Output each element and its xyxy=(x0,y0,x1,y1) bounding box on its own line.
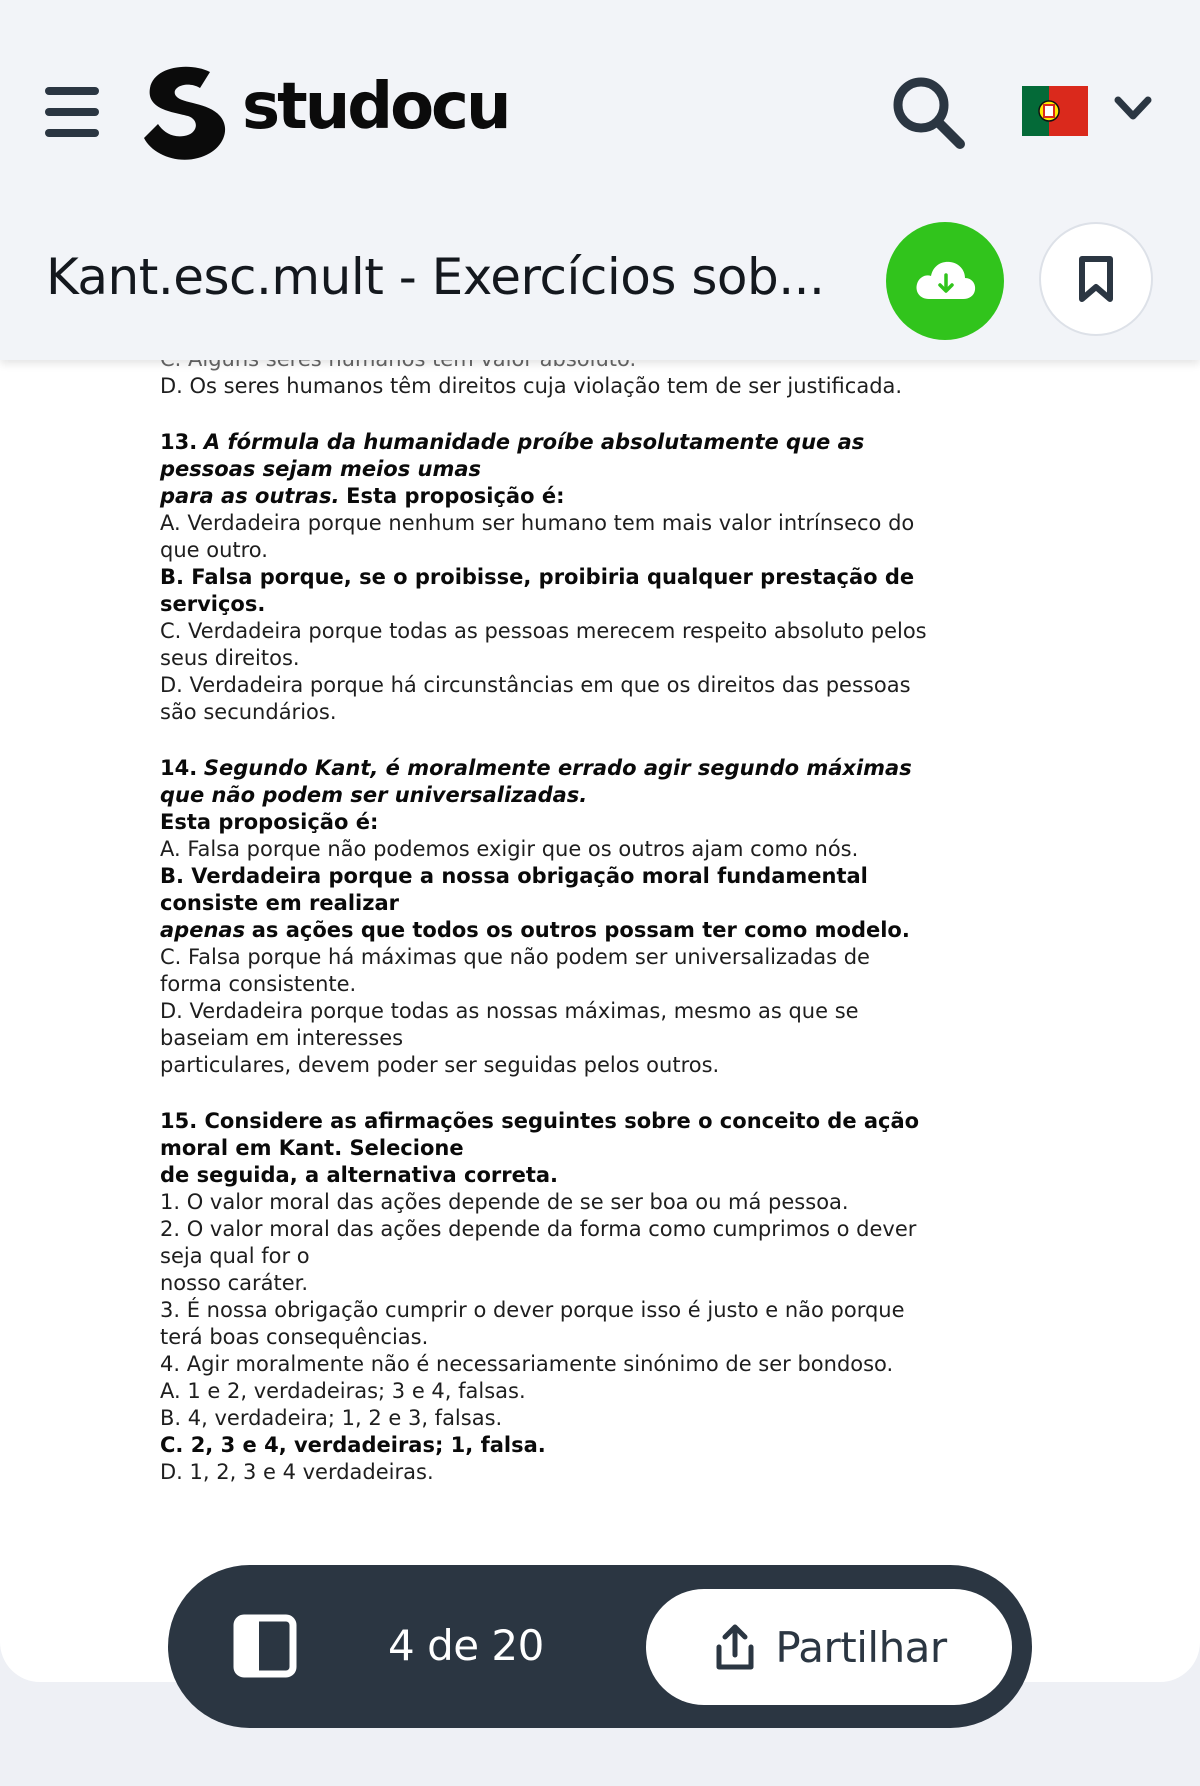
doc-line: D. Os seres humanos têm direitos cuja violação tem de ser justificada. xyxy=(160,374,903,398)
document-viewer[interactable] xyxy=(0,300,1200,1682)
question-13-line xyxy=(160,483,1040,510)
doc-gap xyxy=(160,726,1040,755)
answer-option: D. Verdadeira porque todas as nossas máximas, mesmo as que se xyxy=(160,999,859,1023)
brand-name: studocu xyxy=(242,70,509,144)
question-text: para as outras. xyxy=(160,484,340,508)
answer-option: C. Verdadeira porque todas as pessoas merecem respeito absoluto pelos xyxy=(160,619,927,643)
statement-line: 3. É nossa obrigação cumprir o dever porque isso é justo e não porque xyxy=(160,1298,905,1322)
statement-line: 1. O valor moral das ações depende de se ser boa ou má pessoa. xyxy=(160,1190,849,1214)
correct-answer-option: C. 2, 3 e 4, verdadeiras; 1, falsa. xyxy=(160,1433,546,1457)
answer-option: são secundários. xyxy=(160,700,337,724)
question-15-text: 15. Considere as afirmações seguintes sobre o conceito de ação xyxy=(160,1109,920,1133)
statement-line: 4. Agir moralmente não é necessariamente sinónimo de ser bondoso. xyxy=(160,1352,894,1376)
correct-answer-option xyxy=(160,917,1040,944)
share-upload-icon xyxy=(711,1621,759,1673)
answer-option: particulares, devem poder ser seguidas pelos outros. xyxy=(160,1053,720,1077)
answer-option: A. Verdadeira porque nenhum ser humano tem mais valor intrínseco do xyxy=(160,511,915,535)
search-icon[interactable] xyxy=(888,72,968,152)
chevron-down-icon[interactable] xyxy=(1112,92,1154,126)
download-button[interactable] xyxy=(886,222,1004,340)
top-header xyxy=(0,0,1200,360)
question-text: Segundo Kant, é moralmente errado agir segundo máximas xyxy=(203,756,912,780)
menu-bar xyxy=(45,87,99,95)
answer-text: as ações que todos os outros possam ter como modelo. xyxy=(251,918,910,942)
chevron-glyph xyxy=(1112,92,1154,126)
share-label: Partilhar xyxy=(775,1622,947,1672)
answer-option: B. 4, verdadeira; 1, 2 e 3, falsas. xyxy=(160,1406,503,1430)
answer-option: C. Falsa porque há máximas que não podem ser universalizadas de xyxy=(160,945,870,969)
answer-option: forma consistente. xyxy=(160,972,357,996)
question-text: A fórmula da humanidade proíbe absolutamente que as xyxy=(203,430,865,454)
answer-option: que outro. xyxy=(160,538,268,562)
bookmark-button[interactable] xyxy=(1039,222,1153,336)
question-text: Esta proposição é: xyxy=(346,484,565,508)
question-text: pessoas sejam meios umas xyxy=(160,457,482,481)
question-13-line xyxy=(160,429,1040,456)
menu-bar xyxy=(45,129,99,137)
answer-option: A. 1 e 2, verdadeiras; 3 e 4, falsas. xyxy=(160,1379,526,1403)
document-toolbar xyxy=(168,1565,1032,1728)
answer-option: D. Verdadeira porque há circunstâncias em que os direitos das pessoas xyxy=(160,673,911,697)
answer-option: D. 1, 2, 3 e 4 verdadeiras. xyxy=(160,1460,434,1484)
answer-option: baseiam em interesses xyxy=(160,1026,404,1050)
statement-line: nosso caráter. xyxy=(160,1271,309,1295)
cloud-download-icon xyxy=(913,257,977,305)
question-number: 14. xyxy=(160,756,198,780)
sidebar-panel-icon[interactable] xyxy=(232,1613,298,1679)
doc-gap xyxy=(160,1079,1040,1108)
statement-line: seja qual for o xyxy=(160,1244,310,1268)
question-15-text: de seguida, a alternativa correta. xyxy=(160,1163,559,1187)
doc-gap xyxy=(160,400,1040,429)
share-button[interactable] xyxy=(646,1589,1012,1705)
sidebar-glyph xyxy=(232,1613,298,1679)
statement-line: 2. O valor moral das ações depende da forma como cumprimos o dever xyxy=(160,1217,917,1241)
studocu-logo[interactable] xyxy=(140,62,520,162)
correct-answer-option: B. Verdadeira porque a nossa obrigação moral fundamental xyxy=(160,864,868,888)
menu-bar xyxy=(45,108,99,116)
correct-answer-option: B. Falsa porque, se o proibisse, proibiria qualquer prestação de xyxy=(160,565,915,589)
portugal-flag-icon[interactable] xyxy=(1022,86,1088,136)
question-14-line xyxy=(160,755,1040,782)
correct-answer-option: serviços. xyxy=(160,592,266,616)
answer-option: A. Falsa porque não podemos exigir que os outros ajam como nós. xyxy=(160,837,859,861)
question-number: 13. xyxy=(160,430,198,454)
flag-glyph xyxy=(1022,86,1088,136)
question-text: que não podem ser universalizadas. xyxy=(160,783,588,807)
page-indicator: 4 de 20 xyxy=(388,1621,544,1670)
hamburger-menu-icon[interactable] xyxy=(42,84,102,140)
emphasis-text: apenas xyxy=(160,918,246,942)
question-text: Esta proposição é: xyxy=(160,810,379,834)
correct-answer-option: consiste em realizar xyxy=(160,891,399,915)
statement-line: terá boas consequências. xyxy=(160,1325,429,1349)
search-glyph xyxy=(888,72,968,152)
answer-option: seus direitos. xyxy=(160,646,300,670)
document-page-text xyxy=(160,346,1040,1486)
question-15-text: moral em Kant. Selecione xyxy=(160,1136,464,1160)
document-title: Kant.esc.mult - Exercícios sob... xyxy=(46,248,825,306)
studocu-logo-icon xyxy=(140,64,236,164)
bookmark-icon xyxy=(1076,255,1116,303)
